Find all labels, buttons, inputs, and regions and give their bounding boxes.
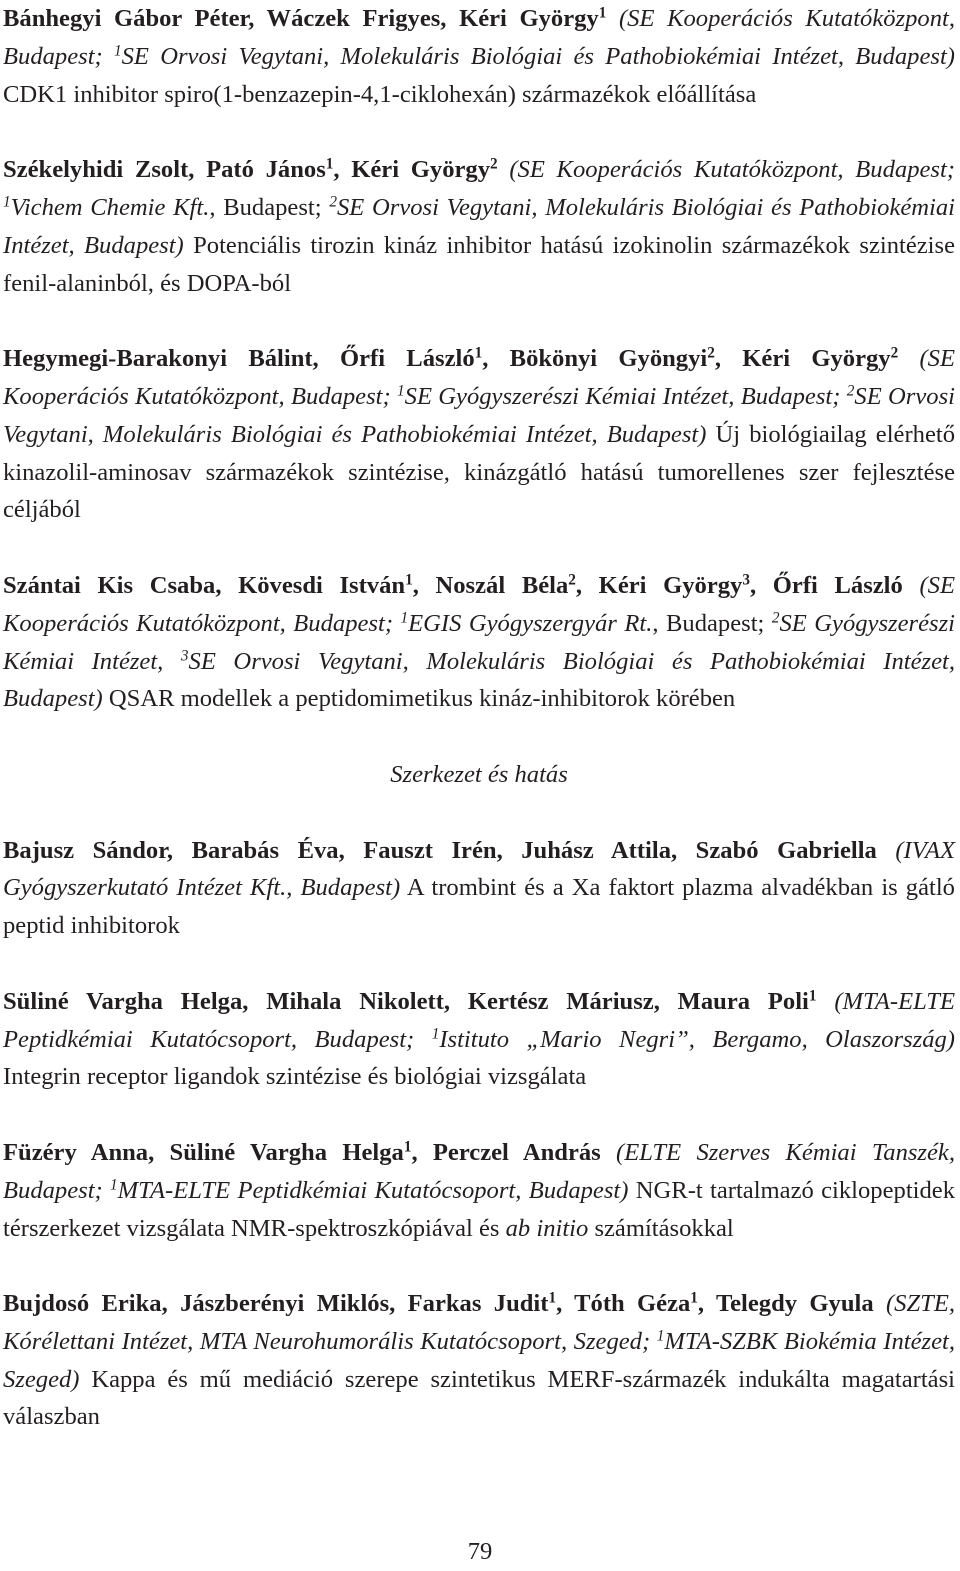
document-page [3, 0, 955, 1436]
abstract-title: CDK1 inhibitor spiro(1-benzazepin-4,1-ciklohexán) származékok előállítása [3, 80, 757, 108]
abstract-title: Potenciális tirozin kináz inhibitor hatású izokinolin származékok szintézise fenil-alaninból, és DOPA-ból [3, 231, 955, 297]
abstract-entry [3, 983, 955, 1096]
abstract-entry: Székelyhidi Zsolt, Pató János$^1$, Kéri György$^2$ (SE Kooperációs Kutatóközpont, Budapest; $^1$Vichem Chemie Kft., Budapest; $^2$SE Orvosi Vegytani, Molekuláris Biológiai és Pathobiokémiai Intézet, Budapest) Potenciális tirozin kináz inhibitor hatású izokinolin származékok szintézise fenil-alaninból, és DOPA-ból [3, 155, 955, 297]
abstract-title: A trombint és a Xa faktort plazma alvadékban is gátló peptid inhibitorok [3, 874, 955, 940]
abstract-entry [3, 340, 955, 529]
author-list: Székelyhidi Zsolt, Pató János$^1$, Kéri György$^2$ [3, 155, 498, 184]
affiliation: (SE Kooperációs Kutatóközpont, Budapest; $^1$SE Orvosi Vegytani, Molekuláris Biológiai és Pathobiokémiai Intézet, Budapest) [3, 5, 956, 70]
abstract-title: QSAR modellek a peptidomimetikus kináz-inhibitorok körében [102, 685, 736, 713]
affiliation: (IVAX Gyógyszerkutató Intézet Kft. [3, 836, 955, 902]
abstract-entry [3, 0, 955, 113]
author-list: Bánhegyi Gábor Péter, Wáczek Frigyes, Kéri György$^1$ [3, 4, 607, 32]
abstract-entry: Bajusz Sándor, Barabás Éva, Fauszt Irén, Juhász Attila, Szabó Gabriella (IVAX Gyógyszerkutató Intézet Kft., Budapest) A trombint és a Xa faktort plazma alvadékban is gátló peptid inhibitorok [3, 836, 955, 940]
abstract-title: NGR-t tartalmazó ciklopeptidek térszerkezet vizsgálata NMR-spektroszkópiával és ab initio számításokkal [3, 1176, 955, 1242]
author-list: Hegymegi-Barakonyi Bálint, Őrfi László$^1$, Bökönyi Gyöngyi$^2$, Kéri György$^2$ [3, 344, 899, 373]
abstract-entry [3, 1285, 955, 1436]
affiliation: (SZTE, Kórélettani Intézet, MTA Neurohumorális Kutatócsoport, Szeged; $^1$MTA-SZBK Biokémia Intézet, Szeged) [3, 1290, 955, 1393]
section-heading: Szerkezet és hatás [390, 760, 568, 788]
affiliation: (MTA-ELTE Peptidkémiai Kutatócsoport, Budapest; $^1$Istituto „Mario Negri”, Bergamo, Olaszország) [3, 987, 955, 1053]
page-number: 79 [467, 1538, 493, 1565]
author-list: Süliné Vargha Helga, Mihala Nikolett, Kertész Máriusz, Maura Poli$^1$ [3, 987, 817, 1015]
author-list: Szántai Kis Csaba, Kövesdi István$^1$, Noszál Béla$^2$, Kéri György$^3$, Őrfi László [3, 571, 903, 599]
abstract-title: Új biológiailag elérhető kinazolil-aminosav származékok szintézise, kinázgátló hatású tumorellenes szer fejlesztése céljából [3, 420, 955, 524]
author-list: Bujdosó Erika, Jászberényi Miklós, Farkas Judit$^1$, Tóth Géza$^1$, Telegdy Gyula [3, 1289, 874, 1318]
abstract-title: Kappa és mű mediáció szerepe szintetikus MERF-származék indukálta magatartási válaszban [3, 1365, 955, 1431]
affiliation: (SE Kooperációs Kutatóközpont, Budapest; $^1$Vichem Chemie Kft. [3, 156, 955, 221]
abstract-title: Integrin receptor ligandok szintézise és biológiai vizsgálata [3, 1063, 587, 1091]
affiliation: (SE Kooperációs Kutatóközpont, Budapest; $^1$EGIS Gyógyszergyár Rt. [3, 571, 955, 637]
author-list: Füzéry Anna, Süliné Vargha Helga$^1$, Perczel András [3, 1138, 601, 1166]
author-list: Bajusz Sándor, Barabás Éva, Fauszt Irén, Juhász Attila, Szabó Gabriella [3, 836, 877, 864]
abstract-entry [3, 1134, 955, 1247]
affiliation: (ELTE Szerves Kémiai Tanszék, Budapest; $^1$MTA-ELTE Peptidkémiai Kutatócsoport, Budapest) [3, 1138, 955, 1204]
abstract-entry: Szántai Kis Csaba, Kövesdi István$^1$, Noszál Béla$^2$, Kéri György$^3$, Őrfi László (SE Kooperációs Kutatóközpont, Budapest; $^1$EGIS Gyógyszergyár Rt., Budapest; $^2$SE Gyógyszerészi Kémiai Intézet, $^3$SE Orvosi Vegytani, Molekuláris Biológiai és Pathobiokémiai Intézet, Budapest) QSAR modellek a peptidomimetikus kináz-inhibitorok körében [3, 571, 955, 713]
affiliation: (SE Kooperációs Kutatóközpont, Budapest; $^1$SE Gyógyszerészi Kémiai Intézet, Budapest; $^2$SE Orvosi Vegytani, Molekuláris Biológiai és Pathobiokémiai Intézet, Budapest) [3, 345, 955, 448]
